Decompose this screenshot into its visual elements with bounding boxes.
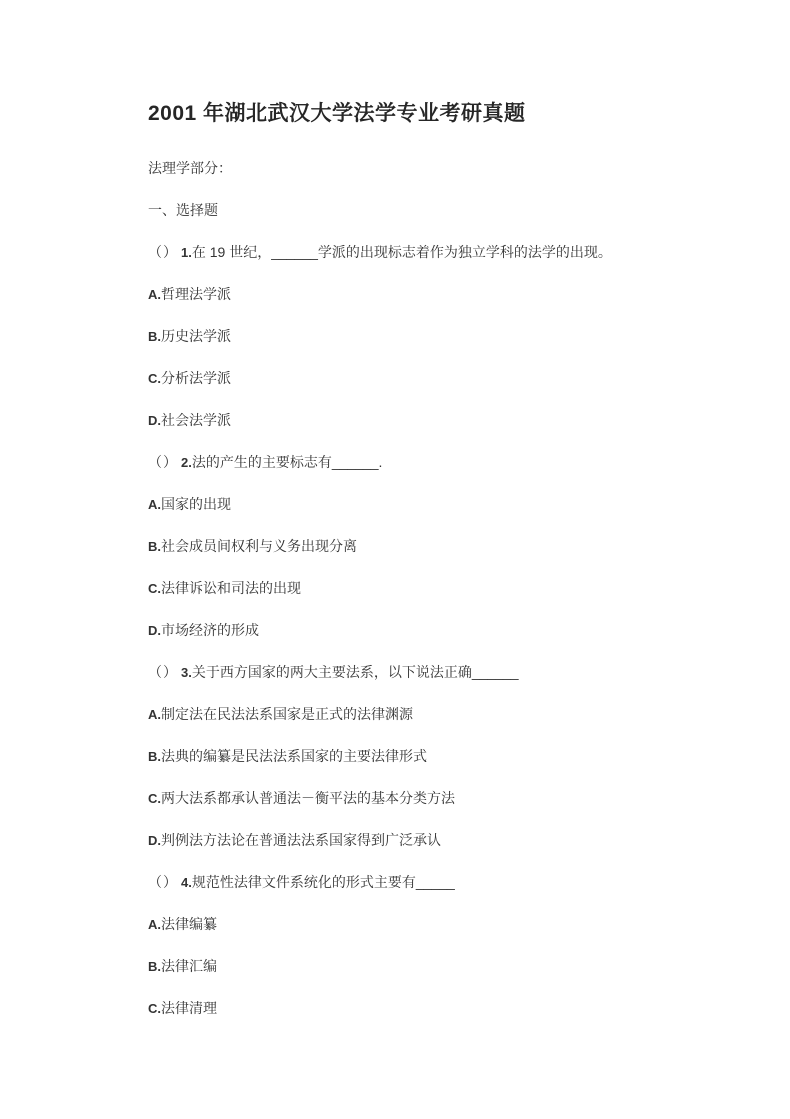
option-text: 社会成员间权利与义务出现分离 <box>161 538 357 554</box>
answer-parens: （） <box>148 874 178 890</box>
question-1-option-d <box>148 411 650 430</box>
option-letter: B. <box>148 329 161 344</box>
option-letter: D. <box>148 413 161 428</box>
question-text: 关于西方国家的两大主要法系，以下说法正确______ <box>191 664 519 680</box>
question-number: 3. <box>181 665 192 680</box>
option-letter: C. <box>148 581 161 596</box>
option-text: 分析法学派 <box>161 370 231 386</box>
option-text: 两大法系都承认普通法－衡平法的基本分类方法 <box>161 790 455 806</box>
question-number: 4. <box>181 875 192 890</box>
option-letter: A. <box>148 497 161 512</box>
option-letter: A. <box>148 287 161 302</box>
question-3-option-a <box>148 705 650 724</box>
option-text: 国家的出现 <box>161 496 231 512</box>
answer-parens: （） <box>148 664 178 680</box>
option-text: 判例法方法论在普通法法系国家得到广泛承认 <box>161 832 441 848</box>
question-2-option-c <box>148 579 650 598</box>
question-2-stem <box>148 453 650 472</box>
question-3-option-d <box>148 831 650 850</box>
question-1-stem <box>148 243 650 262</box>
option-letter: A. <box>148 707 161 722</box>
option-letter: A. <box>148 917 161 932</box>
option-text: 法律编纂 <box>161 916 217 932</box>
question-text: 在 19 世纪，______学派的出现标志着作为独立学科的法学的出现。 <box>191 244 612 260</box>
question-4-option-a <box>148 915 650 934</box>
option-letter: C. <box>148 1001 161 1016</box>
question-1-option-b <box>148 327 650 346</box>
option-text: 法律清理 <box>161 1000 217 1016</box>
answer-parens: （） <box>148 454 178 470</box>
page-title: 2001 年湖北武汉大学法学专业考研真题 <box>148 102 526 125</box>
option-letter: C. <box>148 791 161 806</box>
option-text: 法律汇编 <box>161 958 217 974</box>
question-3-option-b <box>148 747 650 766</box>
option-text: 法律诉讼和司法的出现 <box>161 580 301 596</box>
option-letter: D. <box>148 623 161 638</box>
question-number: 2. <box>181 455 192 470</box>
option-text: 哲理法学派 <box>161 286 231 302</box>
question-3-stem <box>148 663 650 682</box>
question-4-option-b <box>148 957 650 976</box>
question-2-option-d <box>148 621 650 640</box>
question-4-stem <box>148 873 650 892</box>
question-2-option-a <box>148 495 650 514</box>
option-letter: C. <box>148 371 161 386</box>
option-letter: D. <box>148 833 161 848</box>
question-text: 规范性法律文件系统化的形式主要有_____ <box>191 874 455 890</box>
option-text: 制定法在民法法系国家是正式的法律渊源 <box>161 706 413 722</box>
question-1-option-c <box>148 369 650 388</box>
question-2-option-b <box>148 537 650 556</box>
section-label: 法理学部分： <box>148 160 232 176</box>
question-1-option-a <box>148 285 650 304</box>
option-letter: B. <box>148 959 161 974</box>
option-letter: B. <box>148 539 161 554</box>
question-4-option-c <box>148 999 650 1018</box>
option-text: 法典的编纂是民法法系国家的主要法律形式 <box>161 748 427 764</box>
question-text: 法的产生的主要标志有______. <box>191 454 383 470</box>
option-text: 社会法学派 <box>161 412 231 428</box>
option-letter: B. <box>148 749 161 764</box>
option-text: 市场经济的形成 <box>161 622 259 638</box>
question-3-option-c <box>148 789 650 808</box>
part-heading: 一、选择题 <box>148 202 218 218</box>
question-number: 1. <box>181 245 192 260</box>
answer-parens: （） <box>148 244 178 260</box>
option-text: 历史法学派 <box>161 328 231 344</box>
